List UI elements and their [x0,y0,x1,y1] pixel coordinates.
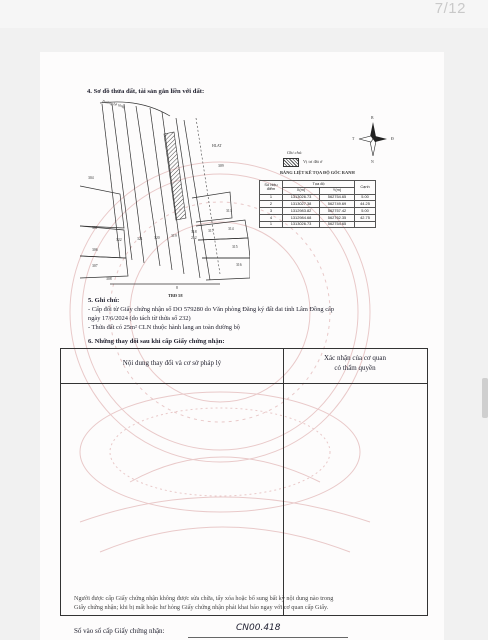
compass-west: T [352,137,355,141]
table-row [260,214,376,221]
note-line-2: ngày 17/6/2024 (do tách từ thửa số 232) [88,315,191,322]
parcel-212: 212 [191,236,197,240]
parcel-314: 314 [228,227,234,231]
parcel-308: 308 [106,277,112,281]
parcel-315: 315 [232,245,238,249]
note-line-1: - Cấp đổi từ Giấy chứng nhận số DO 579280 do Văn phòng Đăng ký đất đai tỉnh Lâm Đồng cấp [88,306,335,313]
cell-y: 562754.65 [320,194,355,201]
parcel-313: 313 [226,209,232,213]
col-y: Y(m) [320,187,355,194]
changes-table [60,348,428,616]
parcel-307: 307 [92,264,98,268]
disclaimer-line-2: Giấy chứng nhận; khi bị mất hoặc hư hỏng Giấy chứng nhận phải khai báo ngay với cơ quan cấp Giấy. [74,604,329,611]
parcel-317: 317 [208,229,214,233]
cell-pt: 1 [260,194,283,201]
section6-title: 6. Những thay đổi sau khi cấp Giấy chứng nhận: [88,338,225,345]
table-row [260,221,376,228]
cell-edge: 5.00 [355,208,376,215]
parcel-319: 319 [171,234,177,238]
cell-y: 562749.69 [320,201,355,208]
col-authority-line1: Xác nhận của cơ quan [323,354,386,362]
registry-underline [188,637,348,638]
compass-east: Đ [391,137,394,141]
cell-x: 1312984.68 [283,214,320,221]
column-divider [283,349,284,615]
cell-y: 562754.65 [320,221,355,228]
disclaimer-line-1: Người được cấp Giấy chứng nhận không được sửa chữa, tẩy xóa hoặc bổ sung bất kỳ nội dung nào trong [74,595,334,602]
page-counter: 7/12 [434,0,466,17]
bottom-map-label: TBĐ 58 [168,293,183,298]
cell-edge: 5.00 [355,194,376,201]
note-line-3: - Thửa đất có 25m² CLN thuộc hành lang an toàn đường bộ [88,324,240,331]
legend-item: Vị trí đất ở [303,159,323,164]
hlat-label: HLAT [212,144,222,148]
scrollbar-thumb[interactable] [482,378,488,418]
cell-edge: 42.75 [355,214,376,221]
cell-pt: 2 [260,201,283,208]
compass-south: N [371,160,374,164]
legend-swatch [283,158,299,167]
col-changes-content: Nội dung thay đổi và cơ sở pháp lý [122,359,222,367]
legend-title: Ghi chú: [287,150,303,155]
parcel-316: 316 [236,263,242,267]
coordinate-table [259,180,376,228]
col-authority-line2: có thẩm quyền [334,364,376,372]
parcel-322: 322 [116,238,122,242]
col-point: Số hiệu điểm [260,181,283,195]
cell-y: 562757.42 [320,208,355,215]
parcel-306: 306 [92,248,98,252]
cell-pt: 4 [260,214,283,221]
parcel-318: 318 [191,230,197,234]
cell-edge: 44.25 [355,201,376,208]
col-coords: Tọa độ [283,181,355,188]
coord-table-title: BẢNG LIỆT KÊ TỌA ĐỘ GÓC RANH [280,170,355,175]
cell-x: 1313027.38 [283,201,320,208]
table-row [260,208,376,215]
col-edge: Cạnh [355,181,376,195]
registry-number-label: Số vào sổ cấp Giấy chứng nhận: [74,627,165,635]
cell-x: 1313026.73 [283,194,320,201]
parcel-301: 301 [92,226,98,230]
parcel-309: 309 [218,164,224,168]
cell-x: 1312983.82 [283,208,320,215]
cell-y: 562762.35 [320,214,355,221]
document-page [40,52,444,640]
parcel-321: 321 [137,237,143,241]
parcel-304: 304 [88,176,94,180]
compass-north: B [371,116,374,120]
viewer-toolbar [0,0,488,28]
cell-x: 1313026.73 [283,221,320,228]
col-x: X(m) [283,187,320,194]
cell-pt: 1 [260,221,283,228]
parcel-diagram [80,98,250,298]
cell-pt: 3 [260,208,283,215]
bottom-number: 8 [176,286,178,290]
section5-title: 5. Ghi chú: [88,297,120,304]
compass-icon [356,118,390,160]
road-label: Đường bê tông [101,99,125,109]
section4-title: 4. Sơ đồ thửa đất, tài sản gắn liền với đất: [87,88,205,95]
table-row [260,194,376,201]
parcel-320: 320 [154,236,160,240]
header-rule [61,383,427,384]
registry-number-value: CN00.418 [236,623,281,633]
cell-edge [355,221,376,228]
table-row [260,201,376,208]
